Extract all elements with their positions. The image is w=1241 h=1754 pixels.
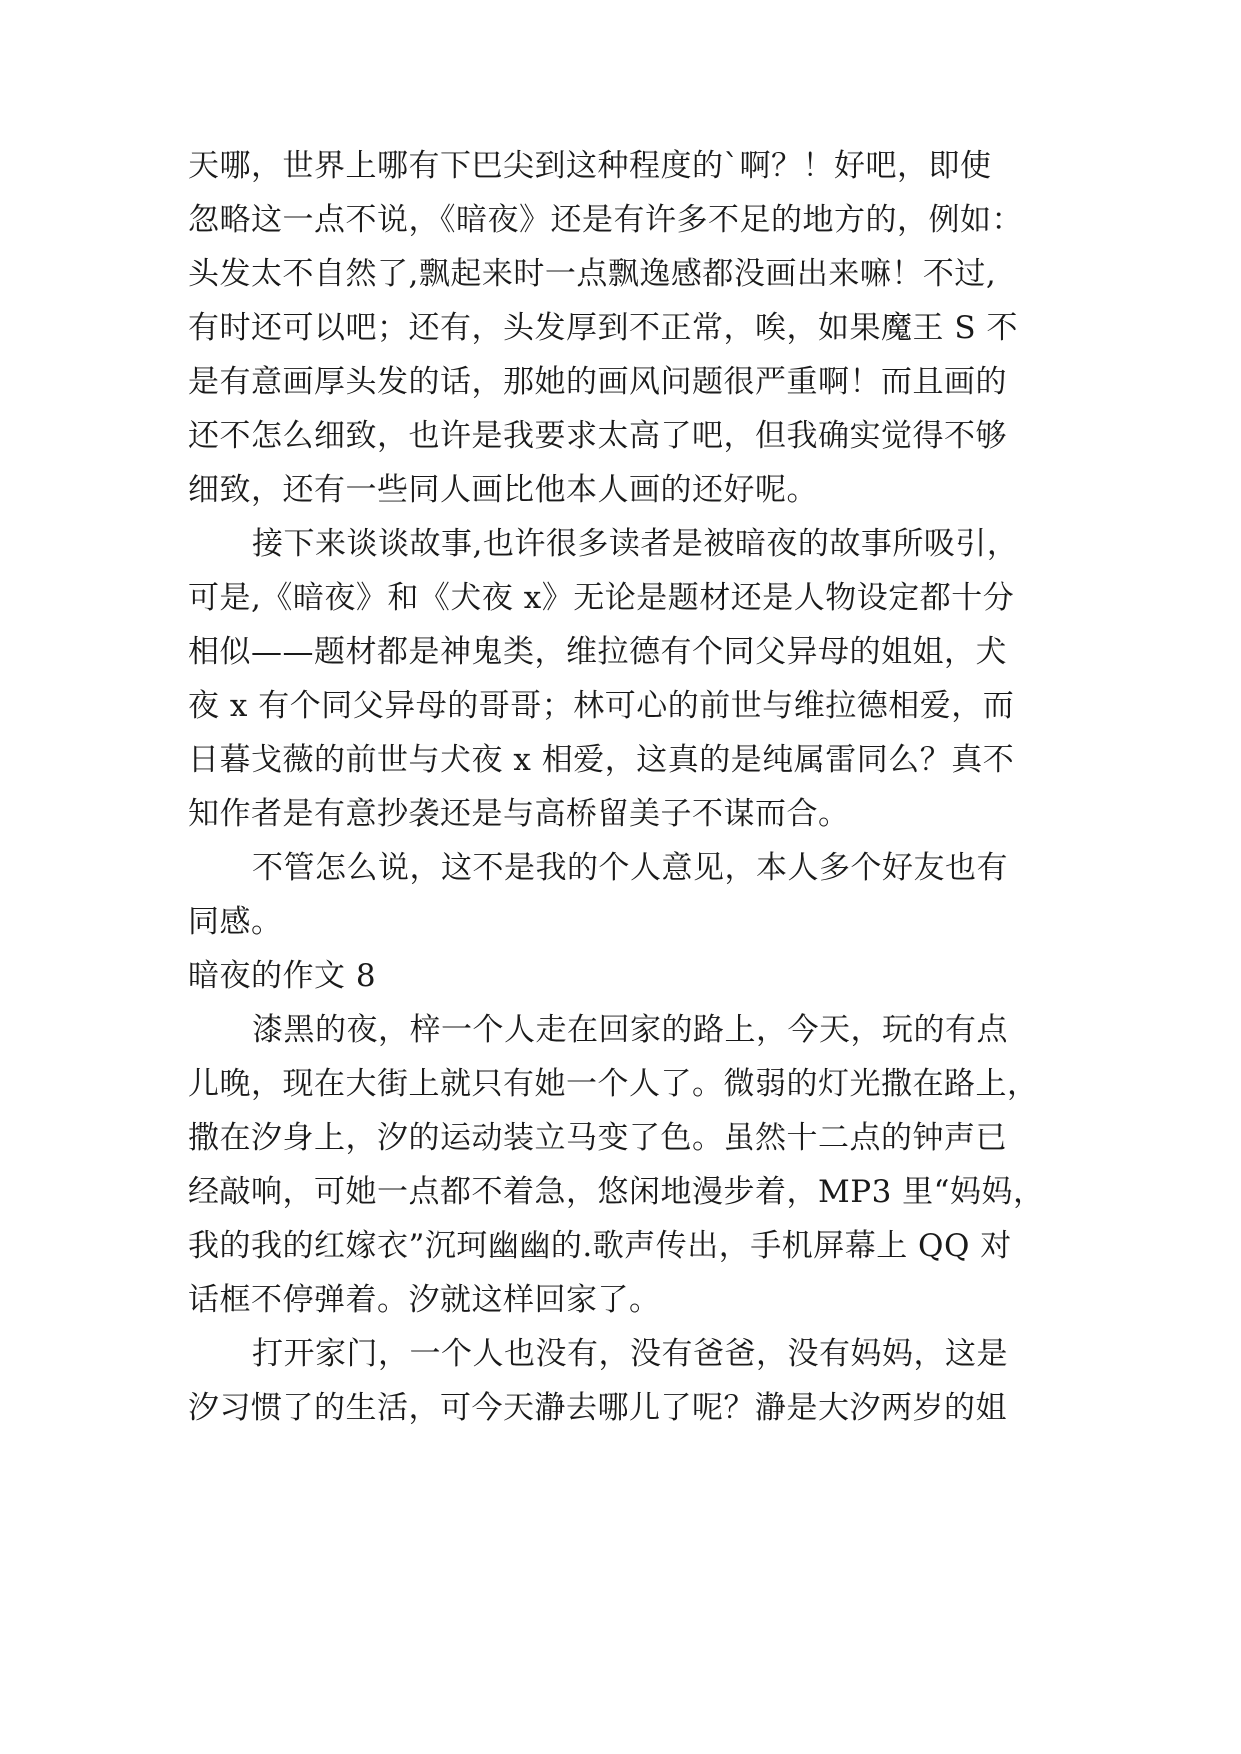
text-line: 汐习惯了的生活，可今天瀞去哪儿了呢？瀞是大汐两岁的姐 [188,1390,1007,1426]
text-line: 撒在汐身上，汐的运动装立马变了色。虽然十二点的钟声已 [188,1120,1007,1156]
paragraph-first-line: 接下来谈谈故事,也许很多读者是被暗夜的故事所吸引， [252,526,1019,562]
text-line: 经敲响，可她一点都不着急，悠闲地漫步着，MP3 里“妈妈， [188,1174,1045,1210]
text-line: 还不怎么细致，也许是我要求太高了吧，但我确实觉得不够 [188,418,1007,454]
text-line: 同感。 [188,904,283,940]
paragraph-first-line: 漆黑的夜，梓一个人走在回家的路上，今天，玩的有点 [252,1012,1008,1048]
text-line: 夜 x 有个同父异母的哥哥；林可心的前世与维拉德相爱，而 [188,688,1015,724]
text-line: 细致，还有一些同人画比他本人画的还好呢。 [188,472,818,508]
text-line: 知作者是有意抄袭还是与高桥留美子不谋而合。 [188,796,850,832]
text-line: 忽略这一点不说，《暗夜》还是有许多不足的地方的，例如： [188,202,1023,238]
text-line: 我的我的红嫁衣”沉珂幽幽的.歌声传出，手机屏幕上 QQ 对 [188,1228,1012,1264]
text-line: 有时还可以吧；还有，头发厚到不正常，唉，如果魔王 S 不 [188,310,1018,346]
section-heading: 暗夜的作文 8 [188,958,377,994]
paragraph-first-line: 打开家门，一个人也没有，没有爸爸，没有妈妈，这是 [252,1336,1008,1372]
text-line: 儿晚，现在大街上就只有她一个人了。微弱的灯光撒在路上， [188,1066,1039,1102]
text-line: 相似——题材都是神鬼类，维拉德有个同父异母的姐姐，犬 [188,634,1007,670]
text-line: 话框不停弹着。汐就这样回家了。 [188,1282,661,1318]
paragraph-first-line: 不管怎么说，这不是我的个人意见，本人多个好友也有 [252,850,1008,886]
text-line: 日暮戈薇的前世与犬夜 x 相爱，这真的是纯属雷同么？真不 [188,742,1015,778]
text-line: 头发太不自然了,飘起来时一点飘逸感都没画出来嘛！不过, [188,256,997,292]
text-line: 天哪，世界上哪有下巴尖到这种程度的`啊？！好吧，即使 [188,148,992,184]
text-line: 可是,《暗夜》和《犬夜 x》无论是题材还是人物设定都十分 [188,580,1015,616]
text-line: 是有意画厚头发的话，那她的画风问题很严重啊！而且画的 [188,364,1007,400]
